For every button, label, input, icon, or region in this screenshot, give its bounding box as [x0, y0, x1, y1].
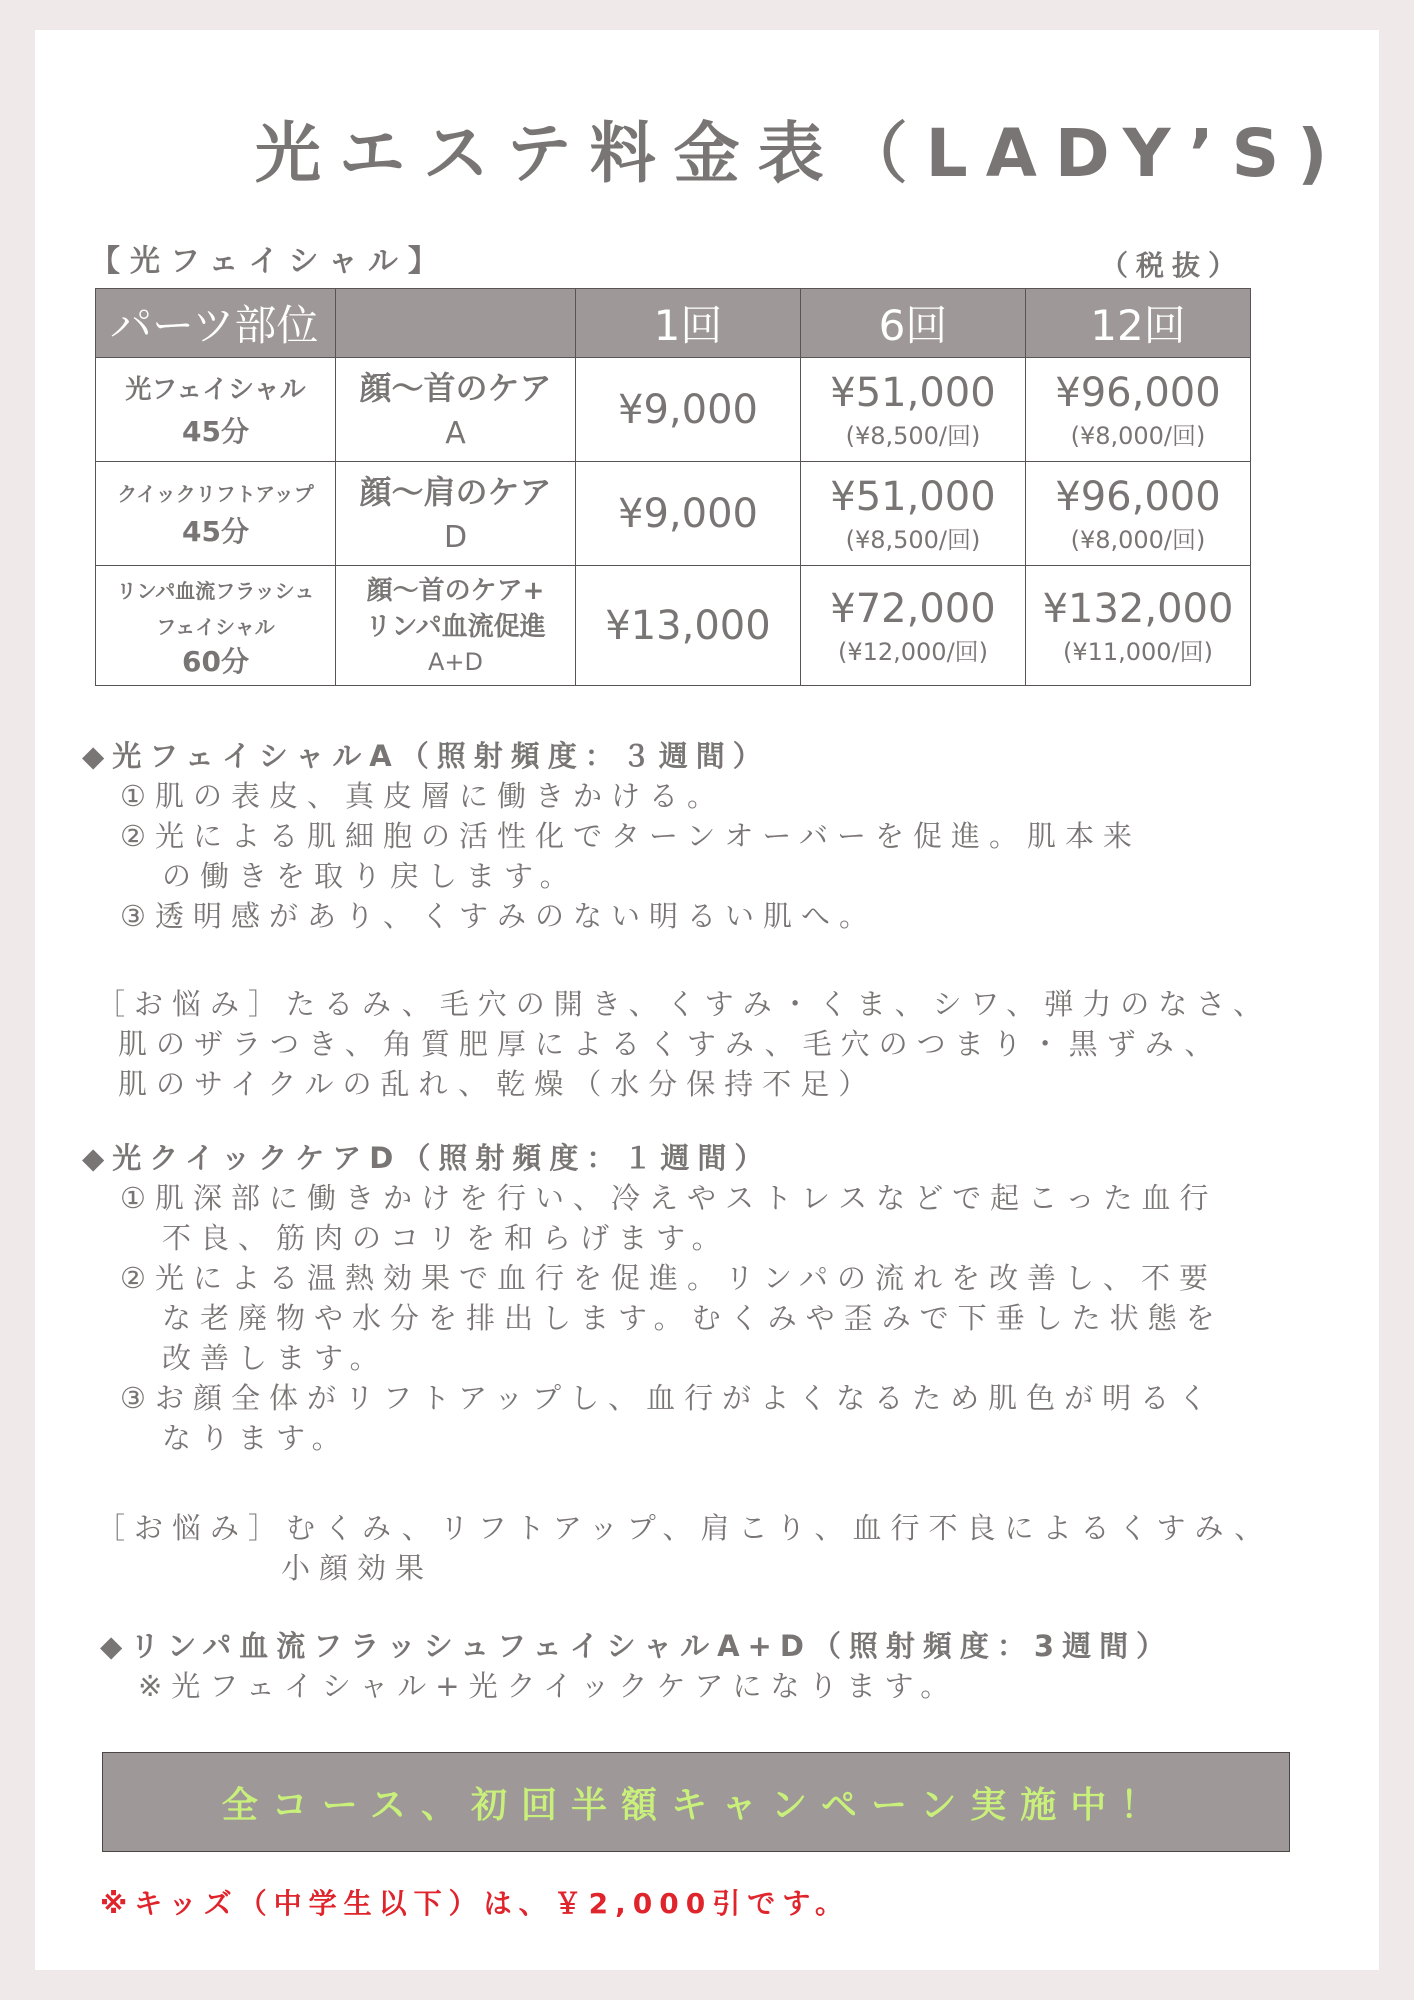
part-time: 60分: [182, 644, 249, 678]
section-a: [82, 736, 1141, 936]
section-d-item: な老廃物や水分を排出します。むくみや歪みで下垂した状態を: [162, 1301, 1224, 1335]
care-desc-line1: 顔〜首のケア+: [366, 575, 545, 606]
worries-line: 小顔効果: [281, 1551, 434, 1585]
care-cell: [336, 566, 576, 686]
section-a-item: ③透明感があり、くすみのない明るい肌へ。: [120, 899, 877, 933]
worries-line: 肌のサイクルの乱れ、乾燥（水分保持不足）: [118, 1067, 877, 1101]
section-d-item: ③お顔全体がリフトアップし、血行がよくなるため肌色が明るく: [120, 1381, 1217, 1415]
care-desc-line2: リンパ血流促進: [365, 611, 546, 642]
section-a-heading: ◆光フェイシャルA（照射頻度：３週間）: [82, 739, 770, 773]
price-6: ¥51,000: [830, 369, 996, 416]
kids-discount-note: ※キッズ（中学生以下）は、￥2,000引です。: [100, 1887, 850, 1920]
price-6-per: (¥8,500/回): [845, 525, 981, 554]
worries-line: ［お悩み］たるみ、毛穴の開き、くすみ・くま、シワ、弾力のなさ、: [96, 987, 1272, 1021]
price-1-cell: [576, 462, 801, 566]
price-12: ¥96,000: [1055, 369, 1221, 416]
price-1-cell: [576, 358, 801, 462]
care-code: A+D: [427, 647, 483, 676]
care-code: A: [445, 415, 466, 451]
care-cell: [336, 462, 576, 566]
part-time: 45分: [182, 514, 249, 548]
part-name: クイックリフトアップ: [117, 481, 314, 506]
section-heading: 【光フェイシャル】: [90, 244, 448, 279]
price-6-cell: [801, 462, 1026, 566]
table-row: [96, 462, 1251, 566]
price-1: ¥9,000: [618, 386, 758, 433]
part-name-line1: リンパ血流フラッシュ: [116, 578, 315, 603]
part-cell: [96, 566, 336, 686]
section-a-item: ②光による肌細胞の活性化でターンオーバーを促進。肌本来: [120, 819, 1141, 853]
section-ad-heading: ◆リンパ血流フラッシュフェイシャルA+D（照射頻度：3週間）: [100, 1629, 1174, 1663]
page-title: 光エステ料金表（LADY’S): [255, 115, 1346, 192]
section-d-item: ①肌深部に働きかけを行い、冷えやストレスなどで起こった血行: [120, 1181, 1218, 1215]
table-row: [96, 358, 1251, 462]
price-12-cell: [1026, 566, 1251, 686]
price-6: ¥72,000: [830, 585, 996, 632]
price-12: ¥96,000: [1055, 473, 1221, 520]
price-1: ¥9,000: [618, 490, 758, 537]
header-part: パーツ部位: [96, 289, 336, 358]
part-cell: [96, 462, 336, 566]
section-d-item: ②光による温熱効果で血行を促進。リンパの流れを改善し、不要: [120, 1261, 1217, 1295]
worries-line: ［お悩み］むくみ、リフトアップ、肩こり、血行不良によるくすみ、: [96, 1511, 1273, 1545]
worries-line: 肌のザラつき、角質肥厚によるくすみ、毛穴のつまり・黒ずみ、: [118, 1027, 1223, 1061]
table-row: [96, 566, 1251, 686]
header-1-time: 1回: [576, 289, 801, 358]
section-d: [82, 1138, 1224, 1458]
header-6-times: 6回: [801, 289, 1026, 358]
care-desc: 顔〜肩のケア: [359, 472, 552, 511]
price-6-cell: [801, 566, 1026, 686]
part-time: 45分: [182, 414, 249, 448]
section-d-heading: ◆光クイックケアD（照射頻度：１週間）: [82, 1141, 772, 1175]
price-6-cell: [801, 358, 1026, 462]
tax-note: （税抜）: [1100, 249, 1245, 282]
price-12-per: (¥8,000/回): [1070, 421, 1206, 450]
price-1: ¥13,000: [605, 602, 771, 649]
table-header-row: [96, 289, 1251, 358]
price-12: ¥132,000: [1042, 585, 1234, 632]
price-1-cell: [576, 566, 801, 686]
section-d-worries: [96, 1508, 1272, 1588]
price-6: ¥51,000: [830, 473, 996, 520]
price-12-per: (¥11,000/回): [1062, 637, 1214, 666]
header-12-times: 12回: [1026, 289, 1251, 358]
section-d-item: 改善します。: [162, 1341, 388, 1375]
section-a-item: の働きを取り戻します。: [162, 859, 578, 893]
price-table: [95, 288, 1251, 686]
price-6-per: (¥8,500/回): [845, 421, 981, 450]
part-name-line2: フェイシャル: [156, 614, 275, 639]
campaign-text: 全コース、初回半額キャンペーン実施中！: [221, 1784, 1171, 1826]
care-code: D: [443, 519, 468, 555]
section-d-item: なります。: [162, 1421, 350, 1455]
care-desc: 顔〜首のケア: [359, 368, 552, 407]
section-ad-note: ※光フェイシャル+光クイックケアになります。: [138, 1669, 959, 1703]
price-12-cell: [1026, 358, 1251, 462]
part-name: 光フェイシャル: [125, 374, 306, 405]
header-care: [336, 289, 576, 358]
price-6-per: (¥12,000/回): [837, 637, 989, 666]
price-12-per: (¥8,000/回): [1070, 525, 1206, 554]
care-cell: [336, 358, 576, 462]
price-12-cell: [1026, 462, 1251, 566]
section-ad: [100, 1626, 1173, 1706]
section-d-item: 不良、筋肉のコリを和らげます。: [162, 1221, 730, 1255]
section-a-item: ①肌の表皮、真皮層に働きかける。: [120, 779, 725, 813]
part-cell: [96, 358, 336, 462]
campaign-banner: [102, 1752, 1290, 1852]
section-a-worries: [96, 984, 1271, 1104]
